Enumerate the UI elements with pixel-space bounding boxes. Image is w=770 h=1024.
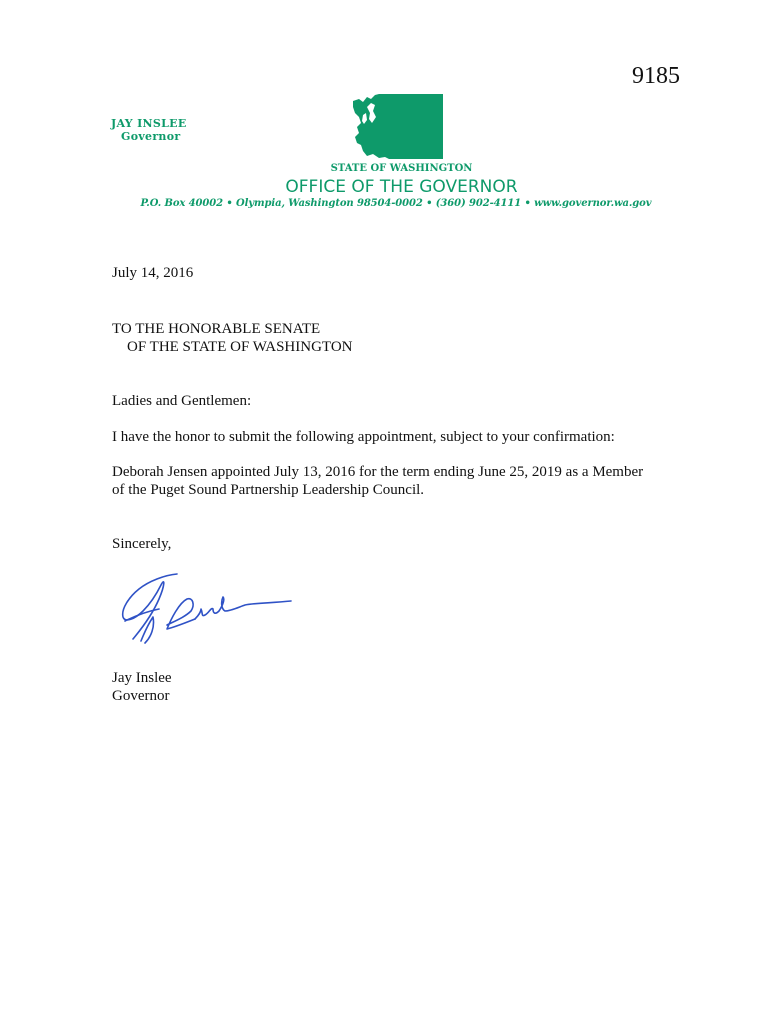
office-title: OFFICE OF THE GOVERNOR (285, 177, 518, 197)
page-number: 9185 (632, 63, 680, 89)
body-paragraph-2-line-2: of the Puget Sound Partnership Leadership Council. (112, 482, 425, 498)
letter-date: July 14, 2016 (112, 265, 194, 281)
signature-stroke-nslee (195, 597, 291, 619)
washington-state-silhouette (353, 94, 443, 159)
signatory-title: Governor (112, 688, 170, 704)
state-line: STATE OF WASHINGTON (330, 163, 473, 174)
washington-state-logo (345, 93, 445, 159)
signature-stroke-i (167, 599, 195, 629)
governor-header (111, 117, 187, 143)
handwritten-signature (115, 565, 305, 647)
body-paragraph-1: I have the honor to submit the following appointment, subject to your confirmation: (112, 429, 615, 445)
body-paragraph-2-line-1: Deborah Jensen appointed July 13, 2016 for the term ending June 25, 2019 as a Member (112, 464, 644, 480)
office-address: P.O. Box 40002 • Olympia, Washington 98504-0002 • (360) 902-4111 • www.governor.wa.gov (140, 198, 652, 209)
salutation: Ladies and Gentlemen: (112, 393, 252, 409)
governor-name: JAY INSLEE (111, 117, 187, 130)
addressee-line-1: TO THE HONORABLE SENATE (112, 321, 321, 337)
closing: Sincerely, (112, 536, 172, 552)
signatory-name: Jay Inslee (112, 670, 172, 686)
governor-title: Governor (121, 130, 181, 143)
addressee-line-2: OF THE STATE OF WASHINGTON (127, 339, 353, 355)
